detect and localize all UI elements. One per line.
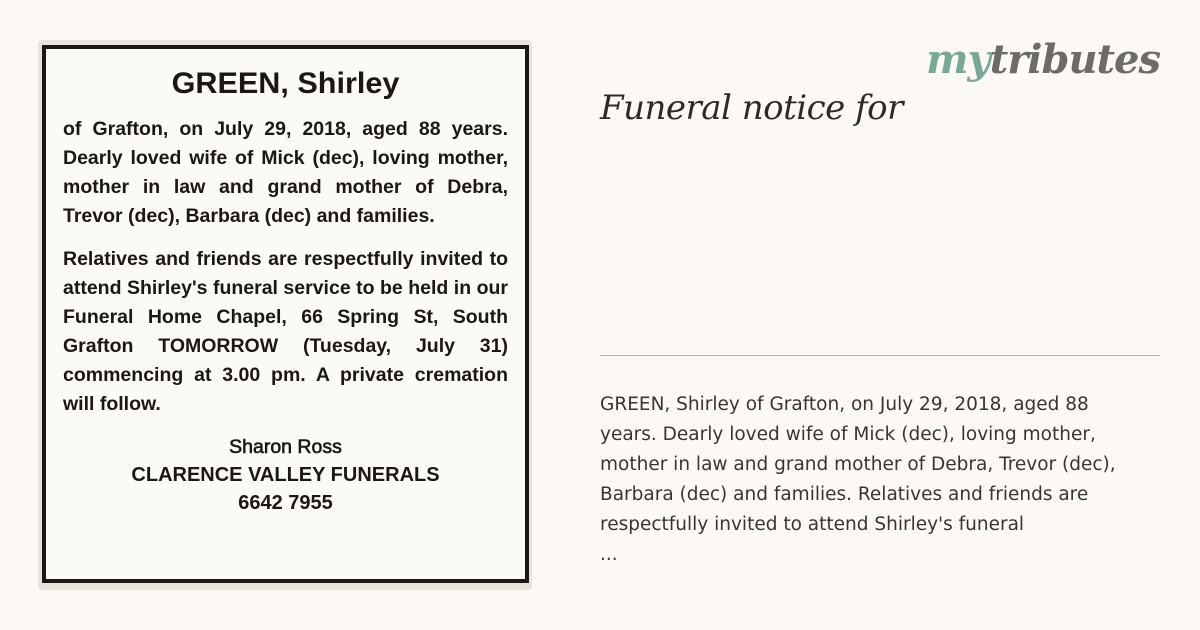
page-heading: Funeral notice for: [600, 88, 903, 128]
notice-footer: [63, 433, 508, 517]
excerpt-ellipsis: ...: [600, 544, 618, 565]
notice-company-name: CLARENCE VALLEY FUNERALS: [131, 464, 440, 486]
funeral-notice-image: [42, 45, 529, 583]
logo-part-my: my: [926, 36, 990, 83]
mytributes-logo: [926, 36, 1160, 83]
divider: [600, 355, 1160, 356]
notice-paragraph-service: Relatives and friends are respectfully invited to attend Shirley's funeral service to be held in our Funeral Home Chapel, 66 Spring St, South Grafton TOMORROW (Tuesday, July 31) commencing at 3.00 pm. A private cremation will follow.: [63, 248, 508, 415]
logo-part-tributes: tributes: [989, 36, 1160, 83]
notice-content: [63, 67, 508, 517]
notice-paragraph-details: of Grafton, on July 29, 2018, aged 88 years. Dearly loved wife of Mick (dec), loving mother, mother in law and grand mother of Debra, Trevor (dec), Barbara (dec) and families.: [63, 118, 508, 227]
notice-director-name: Sharon Ross: [229, 436, 342, 458]
notice-title: GREEN, Shirley: [171, 67, 400, 100]
notice-phone-number: 6642 7955: [238, 492, 333, 514]
notice-excerpt: GREEN, Shirley of Grafton, on July 29, 2018, aged 88 years. Dearly loved wife of Mick (dec), loving mother, mother in law and grand mother of Debra, Trevor (dec), Barbara (dec) and families. Relatives and friends are respectfully invited to attend Shirley's funeral: [600, 394, 1116, 535]
